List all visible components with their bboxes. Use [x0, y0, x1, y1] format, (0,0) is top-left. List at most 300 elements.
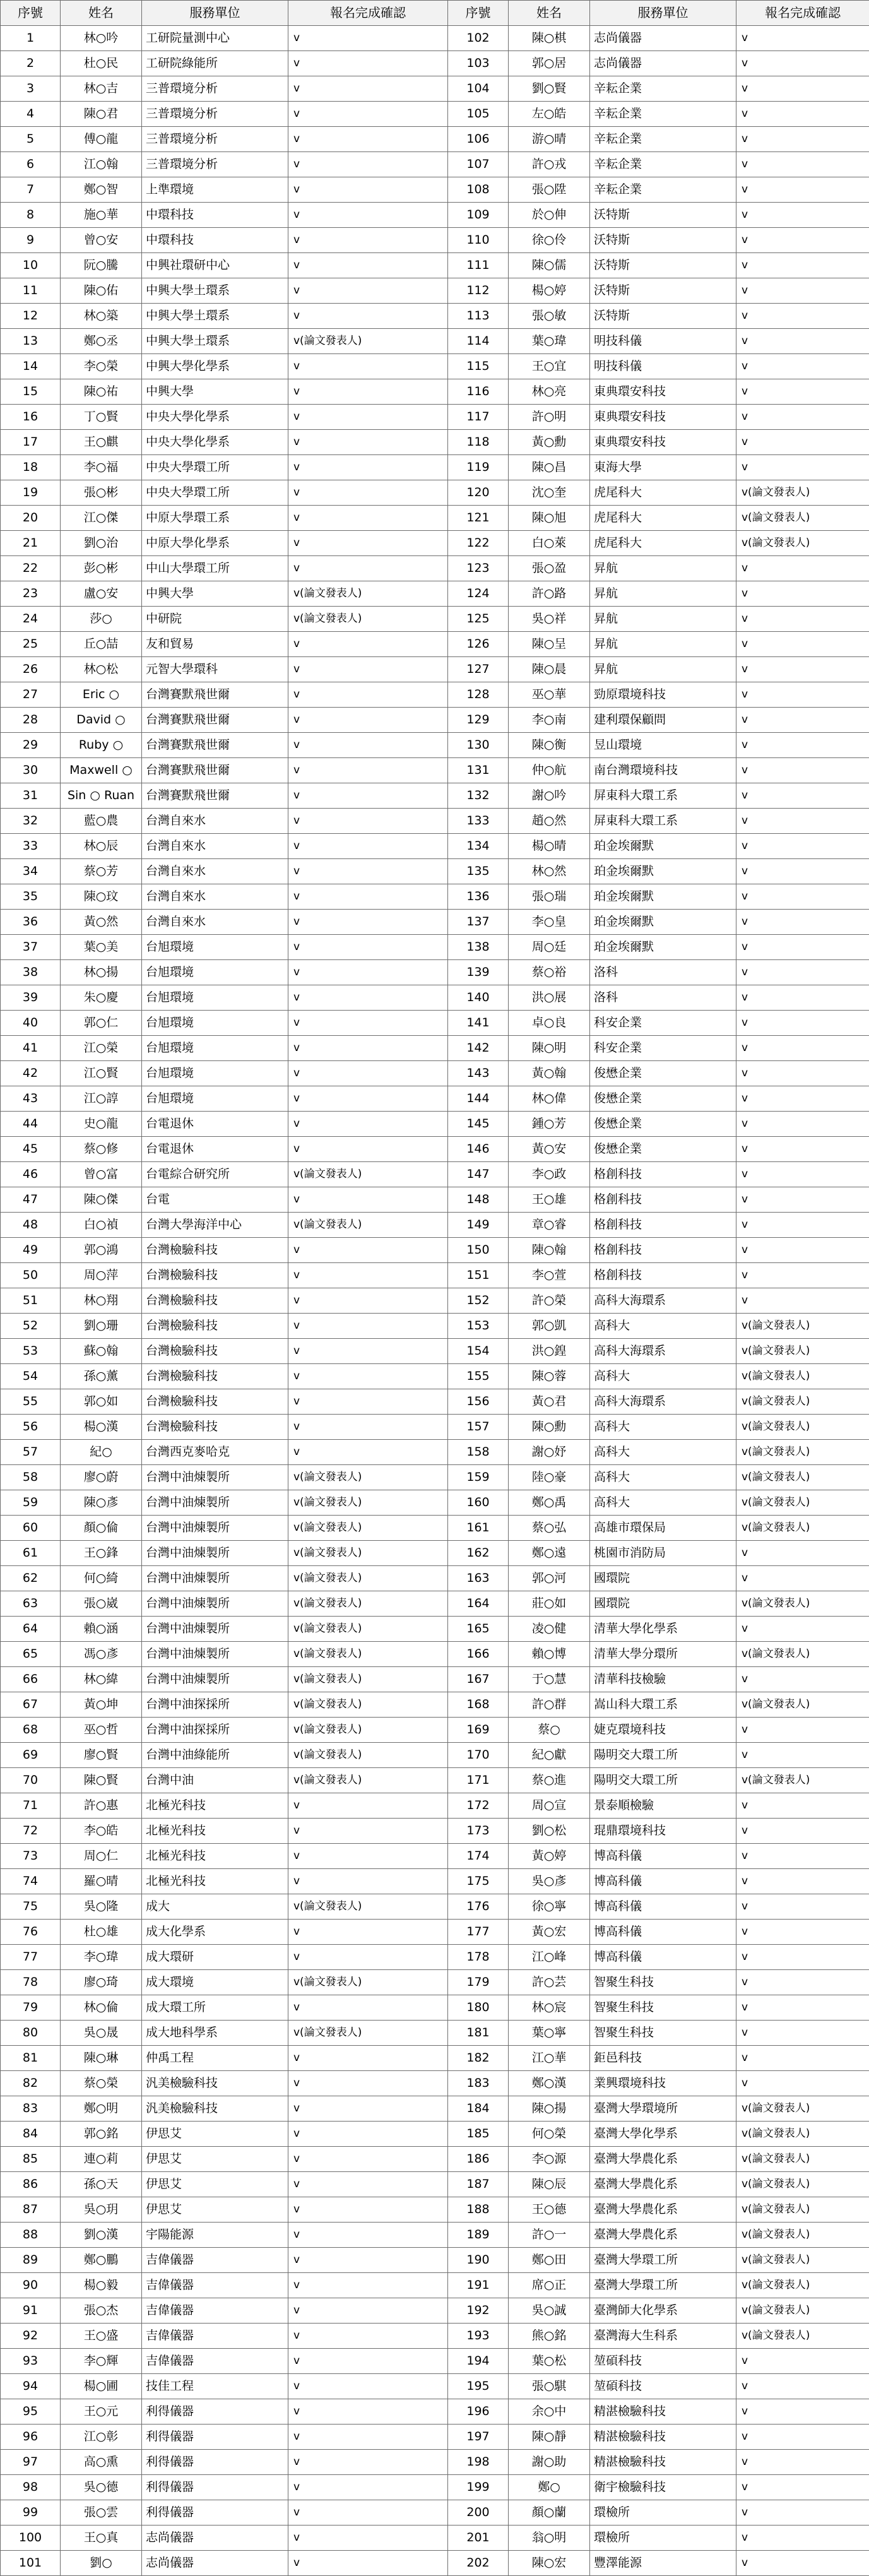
name-cell: 王○麒: [61, 430, 142, 455]
name-cell: 劉○賢: [509, 76, 590, 102]
name-cell: 黃○勳: [509, 430, 590, 455]
confirm-cell: v: [736, 1920, 869, 1945]
unit-cell: 清華科技檢驗: [590, 1667, 736, 1692]
seq-cell: 131: [448, 758, 509, 783]
seq-cell: 148: [448, 1187, 509, 1213]
table-row: [1, 1591, 869, 1617]
name-cell: 曾○富: [61, 1162, 142, 1187]
seq-cell: 170: [448, 1743, 509, 1768]
header-unit: 服務單位: [142, 1, 288, 26]
seq-cell: 168: [448, 1692, 509, 1718]
confirm-cell: v(論文發表人): [288, 1490, 448, 1516]
seq-cell: 60: [1, 1516, 61, 1541]
name-cell: 李○皇: [509, 910, 590, 935]
seq-cell: 78: [1, 1970, 61, 1995]
confirm-cell: v(論文發表人): [736, 480, 869, 506]
confirm-cell: v: [288, 2248, 448, 2273]
unit-cell: 元智大學環科: [142, 657, 288, 682]
name-cell: 李○南: [509, 708, 590, 733]
unit-cell: 東海大學: [590, 455, 736, 480]
seq-cell: 157: [448, 1415, 509, 1440]
name-cell: 吳○德: [61, 2475, 142, 2500]
confirm-cell: v: [736, 859, 869, 884]
confirm-cell: v: [288, 2122, 448, 2147]
seq-cell: 161: [448, 1516, 509, 1541]
unit-cell: 昱山環境: [590, 733, 736, 758]
unit-cell: 高科大: [590, 1465, 736, 1490]
seq-cell: 191: [448, 2273, 509, 2298]
name-cell: 陳○明: [509, 1036, 590, 1061]
seq-cell: 152: [448, 1288, 509, 1314]
confirm-cell: v(論文發表人): [736, 1389, 869, 1415]
name-cell: 陳○君: [61, 102, 142, 127]
confirm-cell: v: [736, 2349, 869, 2374]
name-cell: 陳○勳: [509, 1415, 590, 1440]
unit-cell: 俊懋企業: [590, 1137, 736, 1162]
confirm-cell: v: [736, 354, 869, 379]
seq-cell: 137: [448, 910, 509, 935]
unit-cell: 環檢所: [590, 2500, 736, 2526]
name-cell: Ruby ○: [61, 733, 142, 758]
table-row: [1, 102, 869, 127]
seq-cell: 121: [448, 506, 509, 531]
confirm-cell: v: [736, 910, 869, 935]
name-cell: 翁○明: [509, 2526, 590, 2551]
unit-cell: 成大化學系: [142, 1920, 288, 1945]
seq-cell: 77: [1, 1945, 61, 1970]
confirm-cell: v: [736, 834, 869, 859]
confirm-cell: v(論文發表人): [288, 1718, 448, 1743]
confirm-cell: v: [736, 278, 869, 304]
confirm-cell: v: [736, 2046, 869, 2071]
name-cell: 陳○儒: [509, 253, 590, 278]
confirm-cell: v(論文發表人): [288, 1692, 448, 1718]
unit-cell: 中興大學土環系: [142, 304, 288, 329]
seq-cell: 95: [1, 2399, 61, 2425]
unit-cell: 堃碩科技: [590, 2374, 736, 2399]
name-cell: 葉○瑋: [509, 329, 590, 354]
confirm-cell: v: [288, 1945, 448, 1970]
name-cell: 楊○漢: [61, 1415, 142, 1440]
table-row: [1, 2475, 869, 2500]
name-cell: 丁○賢: [61, 405, 142, 430]
table-row: [1, 1793, 869, 1819]
confirm-cell: v(論文發表人): [736, 2122, 869, 2147]
unit-cell: 高科大: [590, 1415, 736, 1440]
seq-cell: 108: [448, 177, 509, 203]
confirm-cell: v: [288, 1415, 448, 1440]
name-cell: 蔡○芳: [61, 859, 142, 884]
unit-cell: 利得儀器: [142, 2425, 288, 2450]
seq-cell: 196: [448, 2399, 509, 2425]
unit-cell: 精湛檢驗科技: [590, 2425, 736, 2450]
seq-cell: 122: [448, 531, 509, 556]
name-cell: 李○萱: [509, 1263, 590, 1288]
seq-cell: 1: [1, 26, 61, 51]
confirm-cell: v: [288, 2526, 448, 2551]
name-cell: 陸○豪: [509, 1465, 590, 1490]
seq-cell: 91: [1, 2298, 61, 2324]
name-cell: 黃○安: [509, 1137, 590, 1162]
confirm-cell: v: [288, 1263, 448, 1288]
name-cell: David ○: [61, 708, 142, 733]
seq-cell: 42: [1, 1061, 61, 1086]
unit-cell: 吉偉儀器: [142, 2273, 288, 2298]
unit-cell: 精湛檢驗科技: [590, 2450, 736, 2475]
unit-cell: 成大地科學系: [142, 2021, 288, 2046]
name-cell: 陳○晨: [509, 657, 590, 682]
confirm-cell: v: [736, 1187, 869, 1213]
unit-cell: 高雄市環保局: [590, 1516, 736, 1541]
table-row: [1, 177, 869, 203]
name-cell: 連○莉: [61, 2147, 142, 2172]
unit-cell: 三普環境分析: [142, 76, 288, 102]
name-cell: 李○源: [509, 2147, 590, 2172]
unit-cell: 台電退休: [142, 1137, 288, 1162]
name-cell: 李○福: [61, 455, 142, 480]
seq-cell: 23: [1, 581, 61, 607]
name-cell: 鄭○田: [509, 2248, 590, 2273]
unit-cell: 智聚生科技: [590, 1995, 736, 2021]
confirm-cell: v: [736, 1995, 869, 2021]
unit-cell: 台灣中油煉製所: [142, 1516, 288, 1541]
seq-cell: 151: [448, 1263, 509, 1288]
seq-cell: 45: [1, 1137, 61, 1162]
name-cell: 許○路: [509, 581, 590, 607]
unit-cell: 三普環境分析: [142, 127, 288, 152]
seq-cell: 86: [1, 2172, 61, 2197]
unit-cell: 北極光科技: [142, 1819, 288, 1844]
name-cell: 紀○獻: [509, 1743, 590, 1768]
table-row: [1, 985, 869, 1011]
confirm-cell: v(論文發表人): [736, 2273, 869, 2298]
name-cell: 鄭○鵬: [61, 2248, 142, 2273]
unit-cell: 中山大學環工所: [142, 556, 288, 581]
name-cell: 周○宣: [509, 1793, 590, 1819]
name-cell: 賴○涵: [61, 1617, 142, 1642]
name-cell: 史○龍: [61, 1112, 142, 1137]
seq-cell: 185: [448, 2122, 509, 2147]
unit-cell: 台灣中油煉製所: [142, 1591, 288, 1617]
unit-cell: 利得儀器: [142, 2450, 288, 2475]
confirm-cell: v: [736, 1819, 869, 1844]
unit-cell: 格創科技: [590, 1187, 736, 1213]
unit-cell: 中興大學土環系: [142, 278, 288, 304]
unit-cell: 臺灣大學農化系: [590, 2147, 736, 2172]
unit-cell: 中央大學化學系: [142, 405, 288, 430]
confirm-cell: v(論文發表人): [288, 607, 448, 632]
header-unit: 服務單位: [590, 1, 736, 26]
confirm-cell: v: [288, 758, 448, 783]
unit-cell: 屏東科大環工系: [590, 809, 736, 834]
unit-cell: 台灣賽默飛世爾: [142, 682, 288, 708]
confirm-cell: v: [288, 354, 448, 379]
seq-cell: 200: [448, 2500, 509, 2526]
seq-cell: 145: [448, 1112, 509, 1137]
confirm-cell: v: [288, 834, 448, 859]
confirm-cell: v: [736, 1970, 869, 1995]
name-cell: 凌○健: [509, 1617, 590, 1642]
name-cell: 黃○婷: [509, 1844, 590, 1869]
table-row: [1, 1011, 869, 1036]
unit-cell: 台灣檢驗科技: [142, 1263, 288, 1288]
table-row: [1, 152, 869, 177]
unit-cell: 北極光科技: [142, 1844, 288, 1869]
name-cell: 黃○宏: [509, 1920, 590, 1945]
header-seq: 序號: [448, 1, 509, 26]
table-row: [1, 1995, 869, 2021]
unit-cell: 中環科技: [142, 228, 288, 253]
seq-cell: 84: [1, 2122, 61, 2147]
name-cell: 陳○彥: [61, 1490, 142, 1516]
seq-cell: 175: [448, 1869, 509, 1894]
unit-cell: 中原大學化學系: [142, 531, 288, 556]
unit-cell: 成大環研: [142, 1945, 288, 1970]
name-cell: 陳○宏: [509, 2551, 590, 2576]
name-cell: 余○中: [509, 2399, 590, 2425]
unit-cell: 台灣賽默飛世爾: [142, 708, 288, 733]
name-cell: 蔡○修: [61, 1137, 142, 1162]
unit-cell: 成大環工所: [142, 1995, 288, 2021]
name-cell: 劉○治: [61, 531, 142, 556]
table-row: [1, 581, 869, 607]
name-cell: 鄭○丞: [61, 329, 142, 354]
seq-cell: 132: [448, 783, 509, 809]
unit-cell: 中興社環研中心: [142, 253, 288, 278]
unit-cell: 格創科技: [590, 1263, 736, 1288]
confirm-cell: v: [736, 985, 869, 1011]
table-row: [1, 304, 869, 329]
unit-cell: 汎美檢驗科技: [142, 2096, 288, 2122]
seq-cell: 83: [1, 2096, 61, 2122]
confirm-cell: v(論文發表人): [288, 1162, 448, 1187]
seq-cell: 146: [448, 1137, 509, 1162]
name-cell: 彭○彬: [61, 556, 142, 581]
confirm-cell: v: [288, 480, 448, 506]
confirm-cell: v: [288, 2425, 448, 2450]
unit-cell: 博高科儀: [590, 1844, 736, 1869]
confirm-cell: v(論文發表人): [736, 1364, 869, 1389]
confirm-cell: v: [736, 1213, 869, 1238]
name-cell: 陳○佑: [61, 278, 142, 304]
unit-cell: 南台灣環境科技: [590, 758, 736, 783]
unit-cell: 台灣自來水: [142, 834, 288, 859]
confirm-cell: v: [736, 304, 869, 329]
seq-cell: 195: [448, 2374, 509, 2399]
name-cell: 王○盛: [61, 2324, 142, 2349]
unit-cell: 伊思艾: [142, 2172, 288, 2197]
unit-cell: 中央大學環工所: [142, 455, 288, 480]
name-cell: 張○陞: [509, 177, 590, 203]
unit-cell: 洛科: [590, 985, 736, 1011]
confirm-cell: v: [288, 102, 448, 127]
confirm-cell: v(論文發表人): [736, 2147, 869, 2172]
confirm-cell: v: [736, 1086, 869, 1112]
seq-cell: 18: [1, 455, 61, 480]
seq-cell: 51: [1, 1288, 61, 1314]
confirm-cell: v: [736, 682, 869, 708]
confirm-cell: v: [736, 2551, 869, 2576]
name-cell: 高○熏: [61, 2450, 142, 2475]
confirm-cell: v: [288, 2273, 448, 2298]
name-cell: 王○元: [61, 2399, 142, 2425]
seq-cell: 118: [448, 430, 509, 455]
name-cell: 林○翔: [61, 1288, 142, 1314]
confirm-cell: v: [288, 51, 448, 76]
unit-cell: 台灣自來水: [142, 884, 288, 910]
table-row: [1, 682, 869, 708]
table-row: [1, 1945, 869, 1970]
seq-cell: 65: [1, 1642, 61, 1667]
seq-cell: 61: [1, 1541, 61, 1566]
seq-cell: 105: [448, 102, 509, 127]
name-cell: 江○榮: [61, 1036, 142, 1061]
unit-cell: 台電綜合研究所: [142, 1162, 288, 1187]
table-row: [1, 632, 869, 657]
confirm-cell: v: [288, 2046, 448, 2071]
seq-cell: 188: [448, 2197, 509, 2223]
confirm-cell: v: [736, 2475, 869, 2500]
table-row: [1, 1389, 869, 1415]
name-cell: 張○敏: [509, 304, 590, 329]
seq-cell: 80: [1, 2021, 61, 2046]
confirm-cell: v: [736, 177, 869, 203]
table-row: [1, 531, 869, 556]
confirm-cell: v(論文發表人): [736, 2096, 869, 2122]
name-cell: 曾○安: [61, 228, 142, 253]
table-row: [1, 506, 869, 531]
unit-cell: 台旭環境: [142, 1036, 288, 1061]
table-row: [1, 1036, 869, 1061]
name-cell: 杜○雄: [61, 1920, 142, 1945]
table-row: [1, 1844, 869, 1869]
seq-cell: 35: [1, 884, 61, 910]
unit-cell: 博高科儀: [590, 1869, 736, 1894]
seq-cell: 89: [1, 2248, 61, 2273]
unit-cell: 珀金埃爾默: [590, 859, 736, 884]
confirm-cell: v: [288, 506, 448, 531]
seq-cell: 46: [1, 1162, 61, 1187]
table-row: [1, 1112, 869, 1137]
seq-cell: 73: [1, 1844, 61, 1869]
seq-cell: 102: [448, 26, 509, 51]
unit-cell: 博高科儀: [590, 1945, 736, 1970]
table-row: [1, 1213, 869, 1238]
confirm-cell: v: [736, 2374, 869, 2399]
table-row: [1, 884, 869, 910]
header-seq: 序號: [1, 1, 61, 26]
name-cell: 林○亮: [509, 379, 590, 405]
confirm-cell: v: [288, 1339, 448, 1364]
name-cell: 周○萍: [61, 1263, 142, 1288]
confirm-cell: v: [288, 2399, 448, 2425]
seq-cell: 180: [448, 1995, 509, 2021]
seq-cell: 100: [1, 2526, 61, 2551]
unit-cell: 豐澤能源: [590, 2551, 736, 2576]
unit-cell: 婕克環境科技: [590, 1718, 736, 1743]
seq-cell: 128: [448, 682, 509, 708]
table-row: [1, 834, 869, 859]
confirm-cell: v: [736, 1945, 869, 1970]
confirm-cell: v: [288, 985, 448, 1011]
name-cell: 徐○伶: [509, 228, 590, 253]
confirm-cell: v: [736, 430, 869, 455]
confirm-cell: v: [736, 1566, 869, 1591]
unit-cell: 中興大學: [142, 581, 288, 607]
name-cell: 王○德: [509, 2197, 590, 2223]
unit-cell: 臺灣師大化學系: [590, 2298, 736, 2324]
table-row: [1, 253, 869, 278]
unit-cell: 高科大: [590, 1364, 736, 1389]
table-row: [1, 2273, 869, 2298]
confirm-cell: v(論文發表人): [288, 329, 448, 354]
table-row: [1, 1819, 869, 1844]
confirm-cell: v: [288, 2223, 448, 2248]
confirm-cell: v: [288, 405, 448, 430]
seq-cell: 43: [1, 1086, 61, 1112]
name-cell: 謝○助: [509, 2450, 590, 2475]
confirm-cell: v: [288, 278, 448, 304]
name-cell: 葉○美: [61, 935, 142, 960]
name-cell: 黃○翰: [509, 1061, 590, 1086]
seq-cell: 173: [448, 1819, 509, 1844]
table-row: [1, 1061, 869, 1086]
name-cell: 江○傑: [61, 506, 142, 531]
seq-cell: 150: [448, 1238, 509, 1263]
name-cell: 許○榮: [509, 1288, 590, 1314]
name-cell: 江○彰: [61, 2425, 142, 2450]
unit-cell: 成大: [142, 1894, 288, 1920]
confirm-cell: v: [736, 1869, 869, 1894]
unit-cell: 利得儀器: [142, 2500, 288, 2526]
name-cell: 林○緯: [61, 1667, 142, 1692]
seq-cell: 120: [448, 480, 509, 506]
seq-cell: 162: [448, 1541, 509, 1566]
confirm-cell: v: [736, 1162, 869, 1187]
unit-cell: 東典環安科技: [590, 379, 736, 405]
name-cell: 郭○河: [509, 1566, 590, 1591]
name-cell: 洪○展: [509, 985, 590, 1011]
seq-cell: 9: [1, 228, 61, 253]
name-cell: 徐○寧: [509, 1894, 590, 1920]
name-cell: 吳○晟: [61, 2021, 142, 2046]
name-cell: 仲○航: [509, 758, 590, 783]
name-cell: 蔡○進: [509, 1768, 590, 1793]
seq-cell: 114: [448, 329, 509, 354]
confirm-cell: v(論文發表人): [288, 1894, 448, 1920]
confirm-cell: v: [288, 632, 448, 657]
name-cell: 阮○騰: [61, 253, 142, 278]
unit-cell: 洛科: [590, 960, 736, 985]
confirm-cell: v(論文發表人): [736, 1314, 869, 1339]
unit-cell: 台旭環境: [142, 960, 288, 985]
table-row: [1, 2096, 869, 2122]
confirm-cell: v: [288, 1112, 448, 1137]
unit-cell: 明技科儀: [590, 329, 736, 354]
unit-cell: 智聚生科技: [590, 2021, 736, 2046]
unit-cell: 高科大海環系: [590, 1339, 736, 1364]
name-cell: 廖○琦: [61, 1970, 142, 1995]
name-cell: 陳○衡: [509, 733, 590, 758]
name-cell: 賴○博: [509, 1642, 590, 1667]
name-cell: 李○榮: [61, 354, 142, 379]
name-cell: 李○政: [509, 1162, 590, 1187]
name-cell: 蔡○: [509, 1718, 590, 1743]
confirm-cell: v: [736, 2071, 869, 2096]
seq-cell: 169: [448, 1718, 509, 1743]
unit-cell: 高科大: [590, 1490, 736, 1516]
seq-cell: 164: [448, 1591, 509, 1617]
